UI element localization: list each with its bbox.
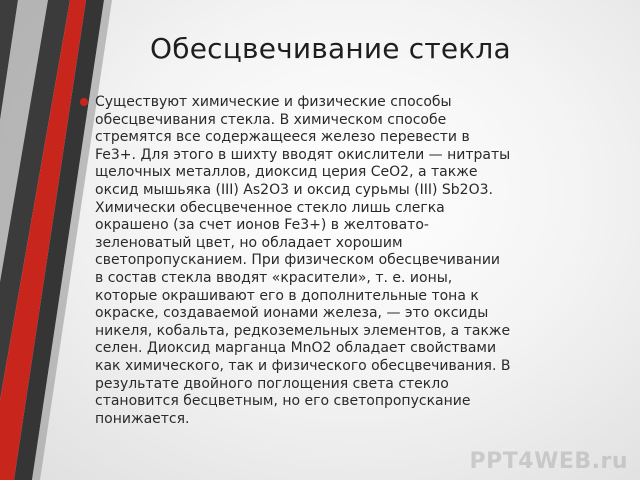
body-line: становится бесцветным, но его светопропускание	[95, 393, 471, 410]
body-line: окрашено (за счет ионов Fe3+) в желтовато-	[95, 217, 429, 234]
body-line: зеленоватый цвет, но обладает хорошим	[95, 234, 403, 251]
body-line: результате двойного поглощения света стекло	[95, 375, 449, 392]
body-line: стремятся все содержащееся железо перевести в	[95, 129, 470, 146]
body-line: щелочных металлов, диоксид церия CeO2, а также	[95, 164, 478, 181]
slide-title: Обесцвечивание стекла	[150, 32, 511, 65]
watermark: PPT4WEB.ru	[469, 449, 628, 474]
body-line: окраске, создаваемой ионами железа, — это оксиды	[95, 305, 489, 322]
body-line: светопропусканием. При физическом обесцвечивании	[95, 252, 501, 269]
body-line: которые окрашивают его в дополнительные тона к	[95, 287, 479, 304]
body-line: в состав стекла вводят «красители», т. е. ионы,	[95, 269, 453, 286]
body-line: оксид мышьяка (III) As2O3 и оксид сурьмы (III) Sb2O3.	[95, 181, 493, 198]
body-line: как химического, так и физического обесцвечивания. В	[95, 357, 511, 374]
body-line: Fe3+. Для этого в шихту вводят окислители — нитраты	[95, 146, 511, 163]
body-line: обесцвечивания стекла. В химическом способе	[95, 111, 447, 128]
bullet-text	[95, 94, 607, 428]
body-line: понижается.	[95, 410, 190, 427]
bullet-icon	[80, 98, 88, 106]
body-line: Существуют химические и физические способы	[95, 94, 452, 110]
body-line: селен. Диоксид марганца MnO2 обладает свойствами	[95, 340, 497, 357]
body-line: никеля, кобальта, редкоземельных элементов, а также	[95, 322, 511, 339]
body-line: Химически обесцвеченное стекло лишь слегка	[95, 199, 445, 216]
